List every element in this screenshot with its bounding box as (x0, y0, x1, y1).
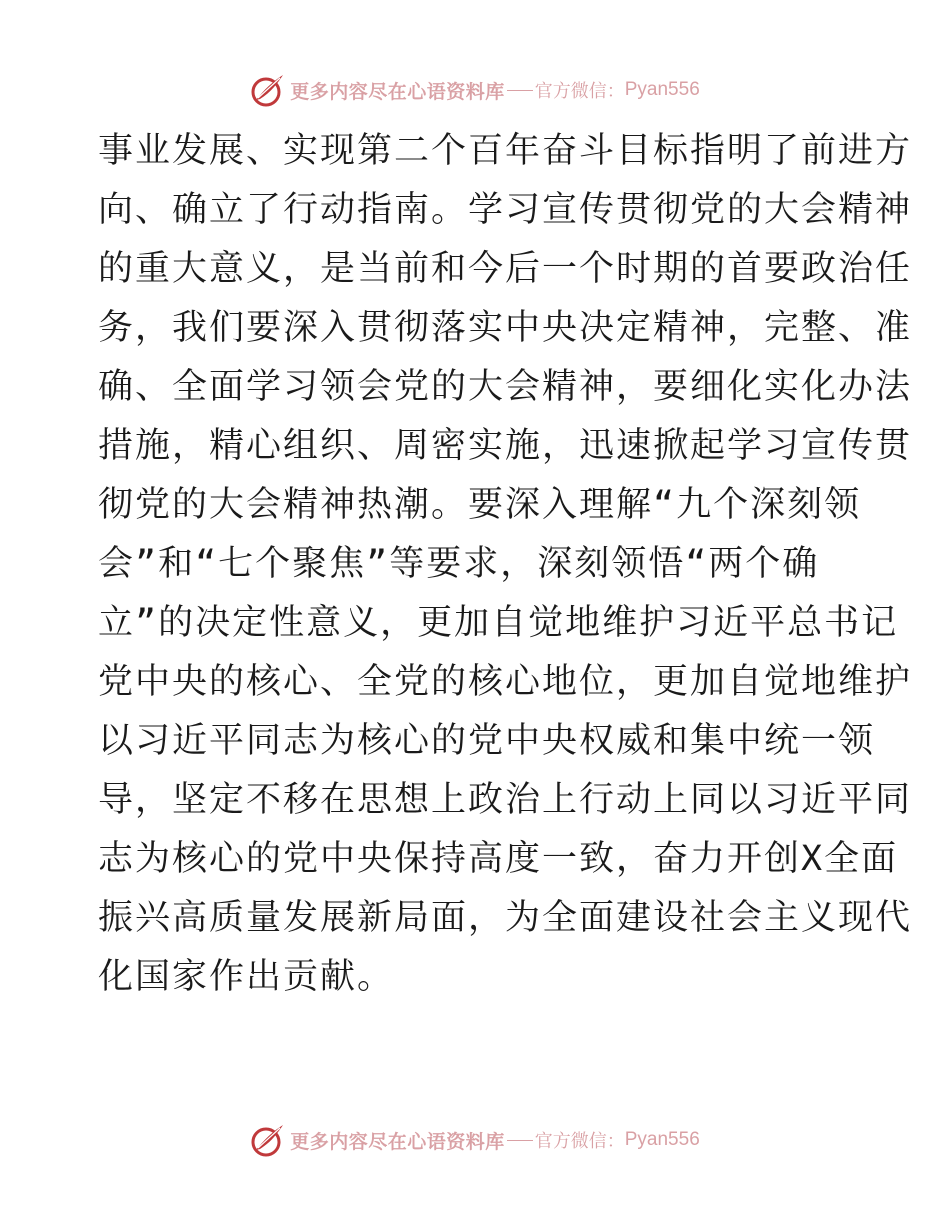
body-line: 措施，精心组织、周密实施，迅速掀起学习宣传贯 (98, 426, 913, 466)
footer-brand-text: 更多内容尽在心语资料库 (290, 1130, 505, 1153)
header-official-label: 官方微信： (534, 81, 625, 102)
feather-quill-logo-icon (250, 1122, 286, 1158)
body-line: 化国家作出贡献。 (98, 957, 395, 997)
header-wechat-handle: Pyan556 (624, 79, 700, 100)
body-line: 志为核心的党中央保持高度一致，奋力开创X全面 (98, 839, 899, 879)
footer-watermark (0, 1120, 950, 1160)
body-line: 以习近平同志为核心的党中央权威和集中统一领 (98, 721, 876, 761)
footer-official-label: 官方微信： (534, 1131, 625, 1152)
body-line: 立”的决定性意义，更加自觉地维护习近平总书记 (98, 603, 899, 643)
feather-quill-logo-icon (250, 72, 286, 108)
body-line: 务，我们要深入贯彻落实中央决定精神，完整、准 (98, 308, 913, 348)
body-line: 导，坚定不移在思想上政治上行动上同以习近平同 (98, 780, 913, 820)
footer-wechat-handle: Pyan556 (624, 1129, 700, 1150)
document-body (98, 122, 913, 1007)
header-dash (507, 90, 533, 91)
body-line: 党中央的核心、全党的核心地位，更加自觉地维护 (98, 662, 913, 702)
header-watermark (0, 70, 950, 110)
body-line: 的重大意义，是当前和今后一个时期的首要政治任 (98, 249, 913, 289)
body-line: 向、确立了行动指南。学习宣传贯彻党的大会精神 (98, 190, 913, 230)
header-brand-text: 更多内容尽在心语资料库 (290, 80, 505, 103)
footer-dash (507, 1140, 533, 1141)
body-line: 事业发展、实现第二个百年奋斗目标指明了前进方 (98, 131, 913, 171)
body-line: 彻党的大会精神热潮。要深入理解“九个深刻领 (98, 485, 862, 525)
body-line: 会”和“七个聚焦”等要求，深刻领悟“两个确 (98, 544, 820, 584)
body-line: 确、全面学习领会党的大会精神，要细化实化办法 (98, 367, 913, 407)
body-line: 振兴高质量发展新局面，为全面建设社会主义现代 (98, 898, 913, 938)
